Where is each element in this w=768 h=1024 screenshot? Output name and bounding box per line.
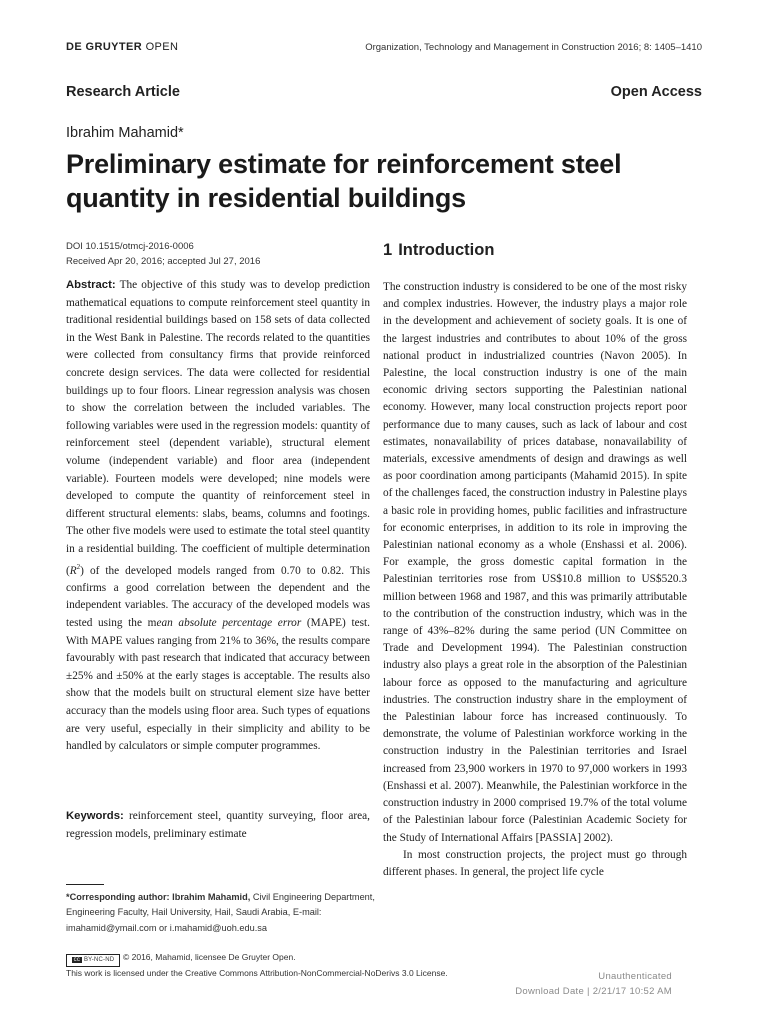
- introduction-body: [383, 279, 687, 881]
- journal-citation: Organization, Technology and Management in Construction 2016; 8: 1405–1410: [365, 42, 702, 53]
- abstract-text-2: ) of the developed models ranged from 0.70 to 0.82. This confirms a good correlation between the dependent and the independent variables. The accuracy of the developed models was tested using the m: [66, 564, 370, 630]
- publisher-logo: [66, 41, 178, 53]
- r-squared-symbol: R: [69, 564, 77, 577]
- publisher-name-bold: DE GRUYTER: [66, 41, 143, 53]
- article-type-row: [66, 84, 702, 104]
- running-header: [66, 41, 702, 57]
- abstract-text-3: (MAPE) test. With MAPE values ranging from 21% to 36%, the results compare favourably with past research that indicated that accuracy between ±25% and ±50% at the early stages is acceptable. The results also show that the models built on structural element size have better accuracy than the models using floor area. Such types of equations are very useful, especially in their simplicity and ability to be handled by calculators or simple computer programmes.: [66, 617, 370, 753]
- footnote-rule: [66, 884, 104, 885]
- copyright-line: © 2016, Mahamid, licensee De Gruyter Open.: [123, 952, 296, 962]
- publisher-name-light: OPEN: [145, 41, 179, 53]
- cc-badge-terms: BY-NC-ND: [83, 957, 115, 963]
- download-watermark: [515, 969, 672, 999]
- license-line: This work is licensed under the Creative Commons Attribution-NonCommercial-NoDerivs 3.0 License.: [66, 968, 448, 978]
- abstract: [66, 277, 370, 756]
- author-name: Ibrahim Mahamid*: [66, 125, 184, 141]
- abstract-italic-term: ean absolute percentage error: [156, 617, 302, 630]
- corresponding-author-footnote: [66, 890, 376, 936]
- license-notice: [66, 951, 448, 980]
- abstract-text-1: The objective of this study was to develop prediction mathematical equations to compute reinforcement steel quantity in traditional residential buildings based on 158 sets of data collected in the West Bank in Palestine. The records related to the quantities were collected from consultancy firms that provide reinforced concrete design services. The data were collected for residential buildings up to four floors. Linear regression analysis was chosen to show the correlation between the included variables. The following variables were used in the regression models: quantity of reinforcement steel (dependent variable), structural element volume (independent variable) and floor area (independent variable). Fourteen models were developed; nine models were developed to compute the quantity of reinforcement steel in different structural elements: slabs, beams, columns and footings. The other five models were used to estimate the total steel quantity in a residential building. The coefficient of multiple determination (: [66, 279, 371, 577]
- footnote-label: *Corresponding author: Ibrahim Mahamid,: [66, 892, 251, 902]
- doi: DOI 10.1515/otmcj-2016-0006: [66, 241, 194, 252]
- cc-license-badge: [66, 954, 120, 967]
- open-access-label: Open Access: [610, 84, 702, 100]
- section-title: Introduction: [398, 241, 495, 259]
- watermark-date: Download Date | 2/21/17 10:52 AM: [515, 986, 672, 997]
- section-heading: [383, 241, 494, 260]
- article-meta: [66, 239, 260, 269]
- keywords-text: reinforcement steel, quantity surveying, floor area, regression models, preliminary estimate: [66, 810, 370, 840]
- intro-paragraph-1: The construction industry is considered to be one of the most risky and complex industries. However, the industry plays a major role in the development and achievement of society goals. It is one of the largest industries and contributes to about 10% of the gross national product in industrialized countries (Navon 2005). In Palestine, the local construction industry is one of the main economic driving sectors supporting the Palestinian national economy. However, many local construction projects report poor performance due to many causes, such as lack of labour and cost estimates, nonavailability of prices database, nonavailability of materials, excessive amendments of design and drawings as well as poor coordination among participants (Mahamid 2015). In spite of the challenges faced, the construction industry in Palestine plays a basic role in providing homes, public facilities and infrastructure for economic enterprises, in addition to its role in improving the Palestinian national economy as a whole (Enshassi et al. 2006). For example, the gross domestic capital formation in the Palestinian territories rose from US$10.8 million to US$520.3 million between 1968 and 1987, and this was primarily attributable to the contribution of the construction industry, which was in the range of 43%–82% during the same period (UN Committee on Trade and Development 1994). The Palestinian construction industry also plays a great role in the absorption of the Palestinian labour force as opposed to the manufacturing and agriculture industries. The construction industry share in the employment of the Palestinian labour force has increased continuously. To demonstrate, the volume of Palestinian workforce working in the construction industry in the Palestinian territories and Israel increased from 23,900 workers in 1970 to 97,000 workers in 1993 (Enshassi et al. 2007). Meanwhile, the Palestinian workforce in the construction industry in 2000 comprised 19.7% of the total volume of the Palestinian labour force (Palestinian Academic Society for the Study of International Affairs [PASSIA] 2002).: [383, 281, 687, 844]
- cc-badge-cc: cc: [73, 957, 81, 963]
- abstract-label: Abstract:: [66, 279, 116, 291]
- intro-paragraph-2: In most construction projects, the project must go through different phases. In general, the project life cycle: [383, 848, 687, 878]
- article-type: Research Article: [66, 84, 180, 100]
- keywords: [66, 808, 370, 843]
- watermark-auth: Unauthenticated: [598, 971, 672, 982]
- section-number: 1: [383, 241, 393, 259]
- footnote-text: Civil Engineering Department, Engineering Faculty, Hail University, Hail, Saudi Arabia, E-mail: imahamid@ymail.com or i.mahamid@uoh.edu.sa: [66, 892, 375, 933]
- received-accepted-dates: Received Apr 20, 2016; accepted Jul 27, 2016: [66, 256, 261, 267]
- r-squared-exponent: 2: [76, 562, 81, 571]
- keywords-label: Keywords:: [66, 810, 124, 822]
- article-title: Preliminary estimate for reinforcement steel quantity in residential buildings: [66, 149, 622, 213]
